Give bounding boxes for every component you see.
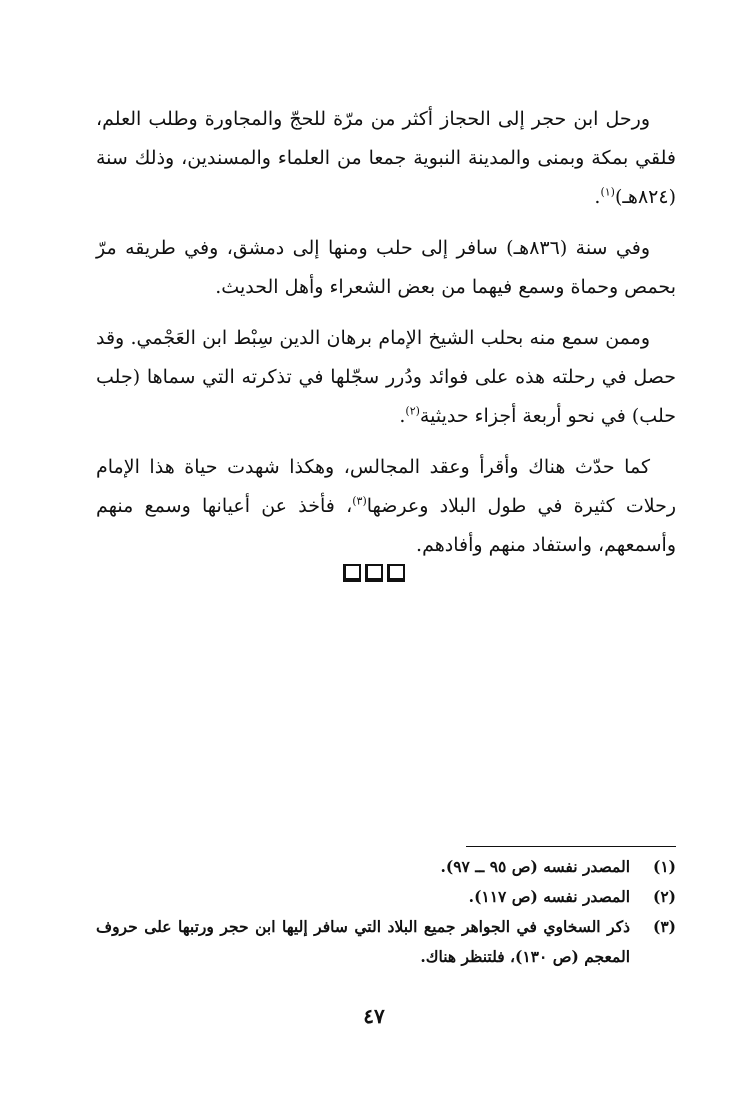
paragraph-1 <box>96 100 676 217</box>
footnote-ref-2[interactable]: (٢) <box>405 404 420 418</box>
footnotes <box>96 852 676 972</box>
paragraph-4-tail: ، فأخذ عن أعيانها وسمع منهم وأسمعهم، واستفاد منهم وأفادهم. <box>96 495 676 556</box>
footnote-ref-1[interactable]: (١) <box>600 185 615 199</box>
footnote-number: (٢) <box>652 887 676 906</box>
footnote-ref-3[interactable]: (٣) <box>352 494 367 508</box>
paragraph-2-text: وفي سنة (٨٣٦هـ) سافر إلى حلب ومنها إلى دمشق، وفي طريقه مرّ بحمص وحماة وسمع فيهما من بعض الشعراء وأهل الحديث. <box>96 237 676 298</box>
footnote-3 <box>96 912 676 972</box>
paragraph-3-tail: . <box>399 405 406 427</box>
footnote-divider <box>466 846 676 847</box>
paragraph-3-text: وممن سمع منه بحلب الشيخ الإمام برهان الدين سِبْط ابن العَجْمي. وقد حصل في رحلته هذه على فوائد ودُرر سجّلها في تذكرته التي سماها (جلب حلب) في نحو أربعة أجزاء حديثية <box>96 327 676 427</box>
footnote-text: المصدر نفسه (ص ٩٥ ــ ٩٧). <box>440 857 630 876</box>
paragraph-1-tail: . <box>594 186 601 208</box>
footnote-text: المصدر نفسه (ص ١١٧). <box>468 887 630 906</box>
paragraph-3 <box>96 319 676 436</box>
footnote-1 <box>96 852 676 882</box>
page-number: ٤٧ <box>363 1004 385 1028</box>
section-separator <box>0 564 748 582</box>
paragraph-4 <box>96 448 676 565</box>
footnote-number: (١) <box>652 857 676 876</box>
paragraph-1-text: ورحل ابن حجر إلى الحجاز أكثر من مرّة للحجّ والمجاورة وطلب العلم، فلقي بمكة وبمنى والمدينة النبوية جمعا من العلماء والمسندين، وذلك سنة (٨٢٤هـ) <box>96 108 676 208</box>
footnote-text: ذكر السخاوي في الجواهر جميع البلاد التي سافر إليها ابن حجر ورتبها على حروف المعجم (ص ١٣٠)، فلتنظر هناك. <box>96 917 630 966</box>
square-ornament-icon <box>365 564 383 582</box>
paragraph-4-text: كما حدّث هناك وأقرأ وعقد المجالس، وهكذا شهدت حياة هذا الإمام رحلات كثيرة في طول البلاد وعرضها <box>96 456 677 517</box>
paragraph-2 <box>96 229 676 307</box>
footnote-number: (٣) <box>652 917 676 936</box>
footnote-2 <box>96 882 676 912</box>
body-text <box>96 100 676 577</box>
square-ornament-icon <box>387 564 405 582</box>
square-ornament-icon <box>343 564 361 582</box>
